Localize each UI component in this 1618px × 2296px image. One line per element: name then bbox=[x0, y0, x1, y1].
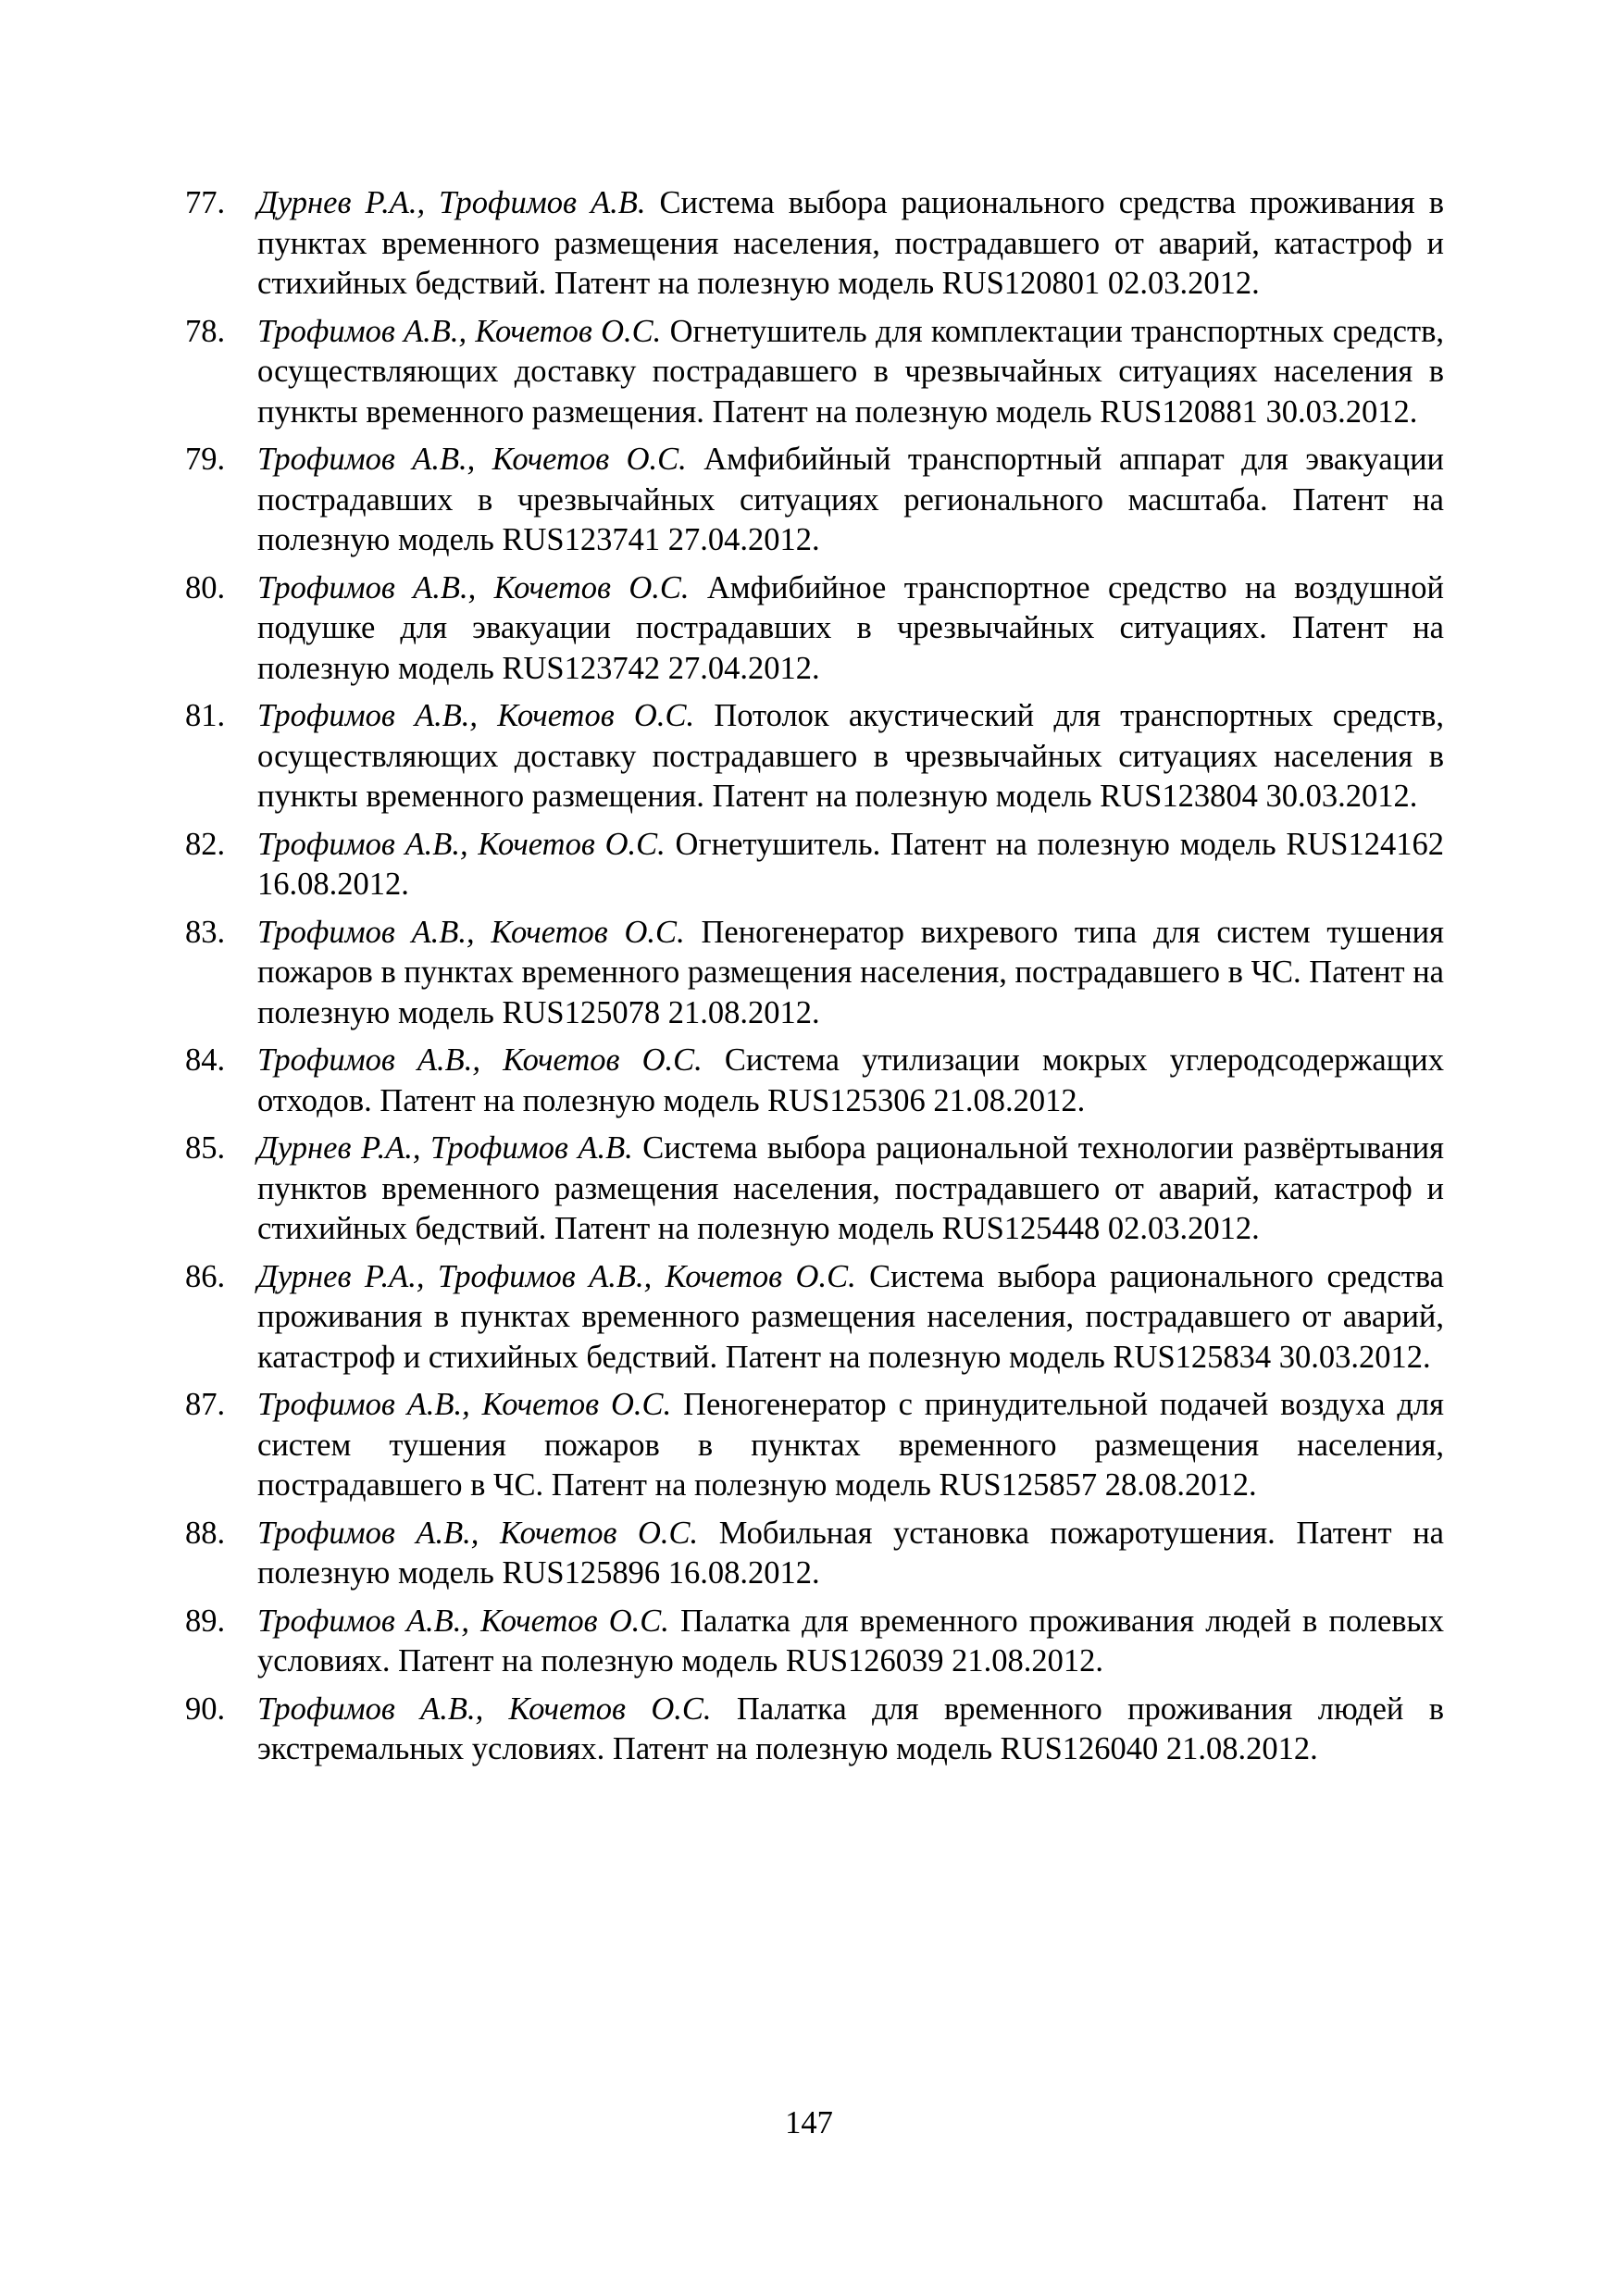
reference-authors: Дурнев Р.А., Трофимов А.В. bbox=[257, 1130, 633, 1166]
reference-item bbox=[185, 183, 1444, 305]
reference-text: Система выбора рационального средства проживания в пунктах временного размещения населения, пострадавшего от аварий, катастроф и стихийных бедствий. Патент на полезную модель RUS120801 02.03.2012. bbox=[257, 185, 1444, 301]
reference-list bbox=[185, 183, 1444, 1778]
reference-number: 82. bbox=[185, 826, 226, 862]
reference-item bbox=[185, 1041, 1444, 1121]
reference-number: 88. bbox=[185, 1515, 226, 1551]
reference-number: 83. bbox=[185, 914, 226, 950]
page-number: 147 bbox=[785, 2105, 833, 2140]
reference-text: Огнетушитель для комплектации транспортных средств, осуществляющих доставку пострадавшего в чрезвычайных ситуациях населения в пункты временного размещения. Патент на полезную модель RUS120881 30.03.2012. bbox=[257, 313, 1444, 430]
reference-authors: Трофимов А.В., Кочетов О.С. bbox=[257, 1515, 699, 1551]
reference-text: Пеногенератор с принудительной подачей воздуха для систем тушения пожаров в пунктах временного размещения населения, пострадавшего в ЧС. Патент на полезную модель RUS125857 28.08.2012. bbox=[257, 1387, 1444, 1503]
reference-authors: Трофимов А.В., Кочетов О.С. bbox=[257, 914, 685, 950]
reference-authors: Трофимов А.В., Кочетов О.С. bbox=[257, 826, 666, 862]
reference-item bbox=[185, 312, 1444, 433]
reference-text: Огнетушитель. Патент на полезную модель RUS124162 16.08.2012. bbox=[257, 826, 1444, 902]
reference-number: 80. bbox=[185, 569, 226, 605]
reference-authors: Трофимов А.В., Кочетов О.С. bbox=[257, 442, 687, 477]
reference-text: Амфибийный транспортный аппарат для эвакуации пострадавших в чрезвычайных ситуациях регионального масштаба. Патент на полезную модель RUS123741 27.04.2012. bbox=[257, 442, 1444, 557]
reference-text: Система утилизации мокрых углеродсодержащих отходов. Патент на полезную модель RUS125306 21.08.2012. bbox=[257, 1042, 1444, 1118]
reference-item bbox=[185, 440, 1444, 561]
reference-item bbox=[185, 1602, 1444, 1682]
reference-number: 87. bbox=[185, 1387, 226, 1422]
reference-text: Система выбора рациональной технологии развёртывания пунктов временного размещения населения, пострадавшего от аварий, катастроф и стихийных бедствий. Патент на полезную модель RUS125448 02.03.2012. bbox=[257, 1130, 1445, 1246]
reference-text: Палатка для временного проживания людей в полевых условиях. Патент на полезную модель RUS126039 21.08.2012. bbox=[257, 1603, 1444, 1678]
reference-number: 84. bbox=[185, 1042, 226, 1078]
reference-text: Палатка для временного проживания людей в экстремальных условиях. Патент на полезную модель RUS126040 21.08.2012. bbox=[257, 1691, 1444, 1766]
reference-authors: Трофимов А.В., Кочетов О.С. bbox=[257, 1042, 703, 1078]
reference-authors: Трофимов А.В., Кочетов О.С. bbox=[257, 1603, 669, 1639]
reference-text: Амфибийное транспортное средство на воздушной подушке для эвакуации пострадавших в чрезвычайных ситуациях. Патент на полезную модель RUS123742 27.04.2012. bbox=[257, 569, 1444, 686]
reference-item bbox=[185, 1690, 1444, 1770]
reference-authors: Трофимов А.В., Кочетов О.С. bbox=[257, 313, 662, 349]
reference-authors: Трофимов А.В., Кочетов О.С. bbox=[257, 698, 695, 733]
reference-item bbox=[185, 1514, 1444, 1594]
reference-text: Потолок акустический для транспортных средств, осуществляющих доставку пострадавшего в чрезвычайных ситуациях населения в пункты временного размещения. Патент на полезную модель RUS123804 30.03.2012. bbox=[257, 698, 1444, 814]
reference-authors: Дурнев Р.А., Трофимов А.В. bbox=[257, 185, 646, 220]
reference-item bbox=[185, 1129, 1444, 1250]
reference-authors: Трофимов А.В., Кочетов О.С. bbox=[257, 1387, 672, 1422]
reference-number: 77. bbox=[185, 185, 226, 220]
reference-text: Пеногенератор вихревого типа для систем тушения пожаров в пунктах временного размещения населения, пострадавшего в ЧС. Патент на полезную модель RUS125078 21.08.2012. bbox=[257, 914, 1444, 1030]
reference-authors: Трофимов А.В., Кочетов О.С. bbox=[257, 569, 690, 605]
reference-item bbox=[185, 696, 1444, 817]
reference-number: 90. bbox=[185, 1691, 226, 1727]
reference-item bbox=[185, 825, 1444, 905]
reference-number: 78. bbox=[185, 313, 226, 349]
reference-item bbox=[185, 1257, 1444, 1379]
reference-item bbox=[185, 913, 1444, 1034]
reference-number: 89. bbox=[185, 1603, 226, 1639]
reference-text: Мобильная установка пожаротушения. Патент на полезную модель RUS125896 16.08.2012. bbox=[257, 1515, 1444, 1591]
reference-text: Система выбора рационального средства проживания в пунктах временного размещения населения, пострадавшего от аварий, катастроф и стихийных бедствий. Патент на полезную модель RUS125834 30.03.2012. bbox=[257, 1258, 1444, 1375]
reference-authors: Трофимов А.В., Кочетов О.С. bbox=[257, 1691, 712, 1727]
reference-item bbox=[185, 568, 1444, 690]
reference-number: 79. bbox=[185, 442, 226, 477]
reference-item bbox=[185, 1385, 1444, 1506]
reference-number: 85. bbox=[185, 1130, 226, 1166]
reference-authors: Дурнев Р.А., Трофимов А.В., Кочетов О.С. bbox=[257, 1258, 856, 1294]
reference-number: 81. bbox=[185, 698, 226, 733]
reference-number: 86. bbox=[185, 1258, 226, 1294]
